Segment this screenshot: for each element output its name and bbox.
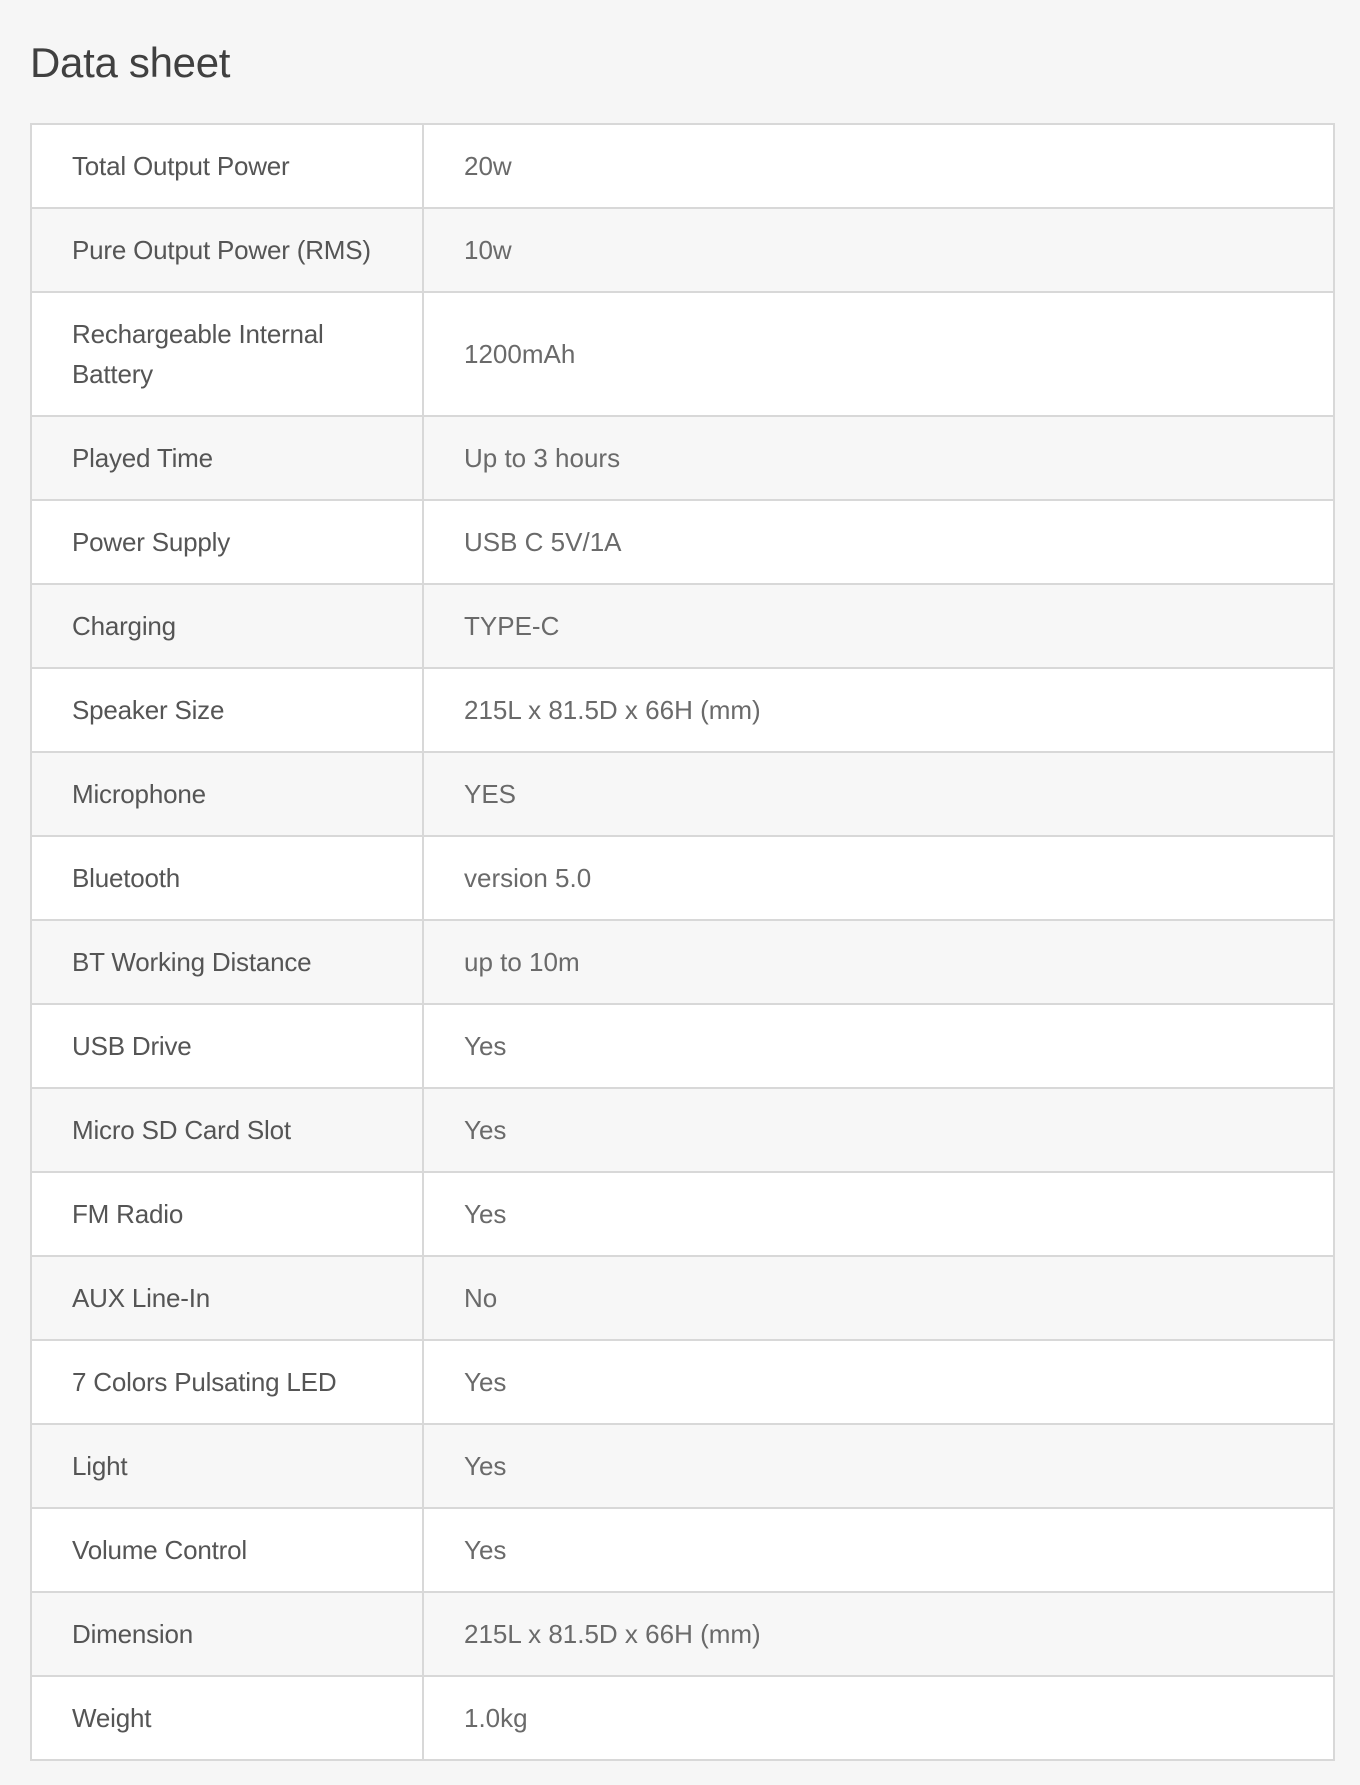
spec-value: 1200mAh (423, 292, 1334, 416)
table-row (31, 208, 1334, 292)
spec-value: 20w (423, 124, 1334, 208)
spec-value: 215L x 81.5D x 66H (mm) (423, 668, 1334, 752)
spec-value: YES (423, 752, 1334, 836)
spec-label: AUX Line-In (31, 1256, 423, 1340)
spec-label: Total Output Power (31, 124, 423, 208)
table-row (31, 668, 1334, 752)
table-row (31, 836, 1334, 920)
spec-value: Up to 3 hours (423, 416, 1334, 500)
spec-value: Yes (423, 1088, 1334, 1172)
spec-value: Yes (423, 1004, 1334, 1088)
table-row (31, 1088, 1334, 1172)
table-row (31, 1256, 1334, 1340)
table-row (31, 584, 1334, 668)
table-row (31, 1508, 1334, 1592)
spec-value: version 5.0 (423, 836, 1334, 920)
spec-value: 215L x 81.5D x 66H (mm) (423, 1592, 1334, 1676)
spec-label: USB Drive (31, 1004, 423, 1088)
spec-label: FM Radio (31, 1172, 423, 1256)
spec-label: Bluetooth (31, 836, 423, 920)
table-row (31, 1340, 1334, 1424)
spec-value: Yes (423, 1340, 1334, 1424)
spec-label: Played Time (31, 416, 423, 500)
spec-value: up to 10m (423, 920, 1334, 1004)
spec-label: Micro SD Card Slot (31, 1088, 423, 1172)
spec-value: Yes (423, 1172, 1334, 1256)
spec-value: TYPE-C (423, 584, 1334, 668)
table-row (31, 1004, 1334, 1088)
spec-label: Volume Control (31, 1508, 423, 1592)
spec-label: Charging (31, 584, 423, 668)
table-row (31, 1424, 1334, 1508)
spec-value: Yes (423, 1424, 1334, 1508)
section-title: Data sheet (30, 39, 231, 86)
spec-value: No (423, 1256, 1334, 1340)
spec-value: 10w (423, 208, 1334, 292)
table-row (31, 292, 1334, 416)
spec-label: Light (31, 1424, 423, 1508)
spec-label: BT Working Distance (31, 920, 423, 1004)
spec-value: Yes (423, 1508, 1334, 1592)
table-row (31, 1676, 1334, 1760)
table-row (31, 1592, 1334, 1676)
spec-label: Speaker Size (31, 668, 423, 752)
spec-value: 1.0kg (423, 1676, 1334, 1760)
spec-label: 7 Colors Pulsating LED (31, 1340, 423, 1424)
data-sheet-table (30, 123, 1335, 1761)
spec-value: USB C 5V/1A (423, 500, 1334, 584)
spec-label: Power Supply (31, 500, 423, 584)
table-row (31, 1172, 1334, 1256)
table-row (31, 416, 1334, 500)
table-row (31, 500, 1334, 584)
table-row (31, 124, 1334, 208)
spec-label: Pure Output Power (RMS) (31, 208, 423, 292)
spec-label: Dimension (31, 1592, 423, 1676)
spec-label: Rechargeable Internal Battery (31, 292, 423, 416)
spec-label: Microphone (31, 752, 423, 836)
table-row (31, 920, 1334, 1004)
spec-label: Weight (31, 1676, 423, 1760)
table-row (31, 752, 1334, 836)
